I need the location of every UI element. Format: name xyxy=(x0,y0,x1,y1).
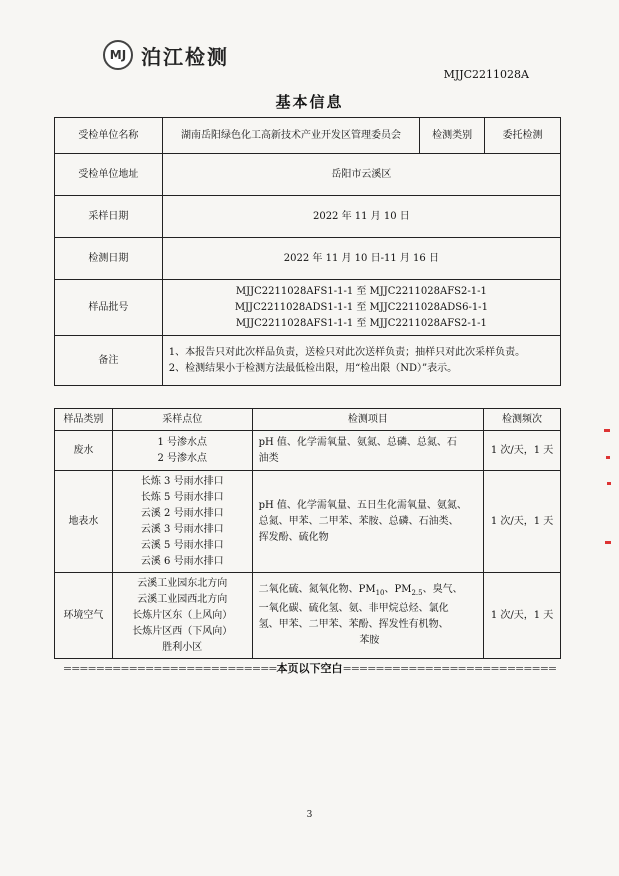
points-cell xyxy=(112,573,252,659)
item-text: 二氧化硫、氮氧化物、PM xyxy=(258,584,376,595)
report-number: MJJC2211028A xyxy=(443,68,529,81)
item-line: 氢、甲苯、二甲苯、苯酚、挥发性有机物、 xyxy=(258,619,449,630)
header-category: 样品类别 xyxy=(55,409,113,431)
entrusted-unit-value: 湖南岳阳绿色化工高新技术产业开发区管理委员会 xyxy=(162,118,419,154)
category-cell: 地表水 xyxy=(55,471,113,573)
address-value: 岳阳市云溪区 xyxy=(162,154,560,196)
item-line: pH 值、化学需氧量、五日生化需氧量、氨氮、 xyxy=(258,499,467,511)
point-item: 胜利小区 xyxy=(162,641,203,653)
red-mark xyxy=(606,456,610,459)
items-cell xyxy=(252,471,484,573)
point-item: 长炼 3 号雨水排口 xyxy=(140,475,224,487)
point-item: 1 号渗水点 xyxy=(157,436,208,448)
company-logo xyxy=(103,40,229,70)
end-of-page-line xyxy=(0,660,619,676)
end-text: 本页以下空白 xyxy=(276,662,343,675)
end-rule-left: ========================== xyxy=(62,662,277,675)
remark-line: 1、本报告只对此次样品负责，送检只对此次送样负责；抽样只对此次采样负责。 xyxy=(168,346,526,358)
red-mark xyxy=(604,429,610,432)
remarks-values xyxy=(162,336,560,386)
logo-name: 泊江检测 xyxy=(141,44,229,69)
batch-label: 样品批号 xyxy=(55,280,163,336)
point-item: 长炼 5 号雨水排口 xyxy=(140,491,224,503)
item-text: 、PM xyxy=(384,584,412,595)
batch-line: MJJC2211028AFS1-1-1 至 MJJC2211028AFS2-1-1 xyxy=(235,317,487,329)
points-cell xyxy=(112,471,252,573)
item-line: 苯胺 xyxy=(359,635,380,646)
point-item: 云溪 3 号雨水排口 xyxy=(140,523,224,535)
point-item: 云溪工业园西北方向 xyxy=(137,593,228,605)
page-title: 基本信息 xyxy=(275,93,344,111)
end-rule-right: ========================== xyxy=(342,662,557,675)
entrusted-unit-label: 受检单位名称 xyxy=(55,118,163,154)
logo-mark: MJ xyxy=(103,40,133,70)
header-items: 检测项目 xyxy=(252,409,484,431)
item-sub: 10 xyxy=(375,589,385,597)
test-type-value: 委托检测 xyxy=(485,118,561,154)
item-line: 总氮、甲苯、二甲苯、苯胺、总磷、石油类、 xyxy=(258,515,459,527)
point-item: 云溪 5 号雨水排口 xyxy=(140,539,224,551)
item-line: 一氧化碳、硫化氢、氨、非甲烷总烃、氯化 xyxy=(258,603,449,614)
batch-line: MJJC2211028AFS1-1-1 至 MJJC2211028AFS2-1-1 xyxy=(235,285,487,297)
point-item: 云溪工业园东北方向 xyxy=(137,577,228,589)
point-item: 长炼片区西（下风向） xyxy=(132,625,233,637)
frequency-cell: 1 次/天，1 天 xyxy=(484,431,561,471)
items-cell xyxy=(252,573,484,659)
remarks-label: 备注 xyxy=(55,336,163,386)
remark-line: 2、检测结果小于检测方法最低检出限，用“检出限（ND）”表示。 xyxy=(168,362,458,374)
points-cell xyxy=(112,431,252,471)
item-line: pH 值、化学需氧量、氨氮、总磷、总氮、石 xyxy=(258,436,457,448)
frequency-cell: 1 次/天，1 天 xyxy=(484,573,561,659)
address-label: 受检单位地址 xyxy=(55,154,163,196)
sampling-date-value: 2022 年 11 月 10 日 xyxy=(162,196,560,238)
test-type-label: 检测类别 xyxy=(420,118,485,154)
page-number: 3 xyxy=(306,810,313,820)
point-item: 长炼片区东（上风向） xyxy=(132,609,233,621)
header-frequency: 检测频次 xyxy=(484,409,561,431)
red-mark xyxy=(605,541,611,544)
table-row xyxy=(55,573,561,659)
point-item: 云溪 2 号雨水排口 xyxy=(140,507,224,519)
category-cell: 环境空气 xyxy=(55,573,113,659)
test-date-label: 检测日期 xyxy=(55,238,163,280)
point-item: 云溪 6 号雨水排口 xyxy=(140,555,224,567)
item-line xyxy=(259,582,481,601)
item-sub: 2.5 xyxy=(411,589,423,597)
point-item: 2 号渗水点 xyxy=(157,452,208,464)
red-mark xyxy=(607,482,611,485)
batch-values xyxy=(162,280,560,336)
item-text: 、臭气、 xyxy=(422,584,463,595)
item-line: 油类 xyxy=(258,452,279,464)
basic-info-table xyxy=(54,117,561,386)
samples-table xyxy=(54,408,561,659)
item-line: 挥发酚、硫化物 xyxy=(258,531,329,543)
test-date-value: 2022 年 11 月 10 日-11 月 16 日 xyxy=(162,238,560,280)
sampling-date-label: 采样日期 xyxy=(55,196,163,238)
items-cell xyxy=(252,431,484,471)
header-points: 采样点位 xyxy=(112,409,252,431)
table-row xyxy=(55,471,561,573)
category-cell: 废水 xyxy=(55,431,113,471)
frequency-cell: 1 次/天，1 天 xyxy=(484,471,561,573)
table-row xyxy=(55,431,561,471)
batch-line: MJJC2211028ADS1-1-1 至 MJJC2211028ADS6-1-1 xyxy=(234,301,488,313)
